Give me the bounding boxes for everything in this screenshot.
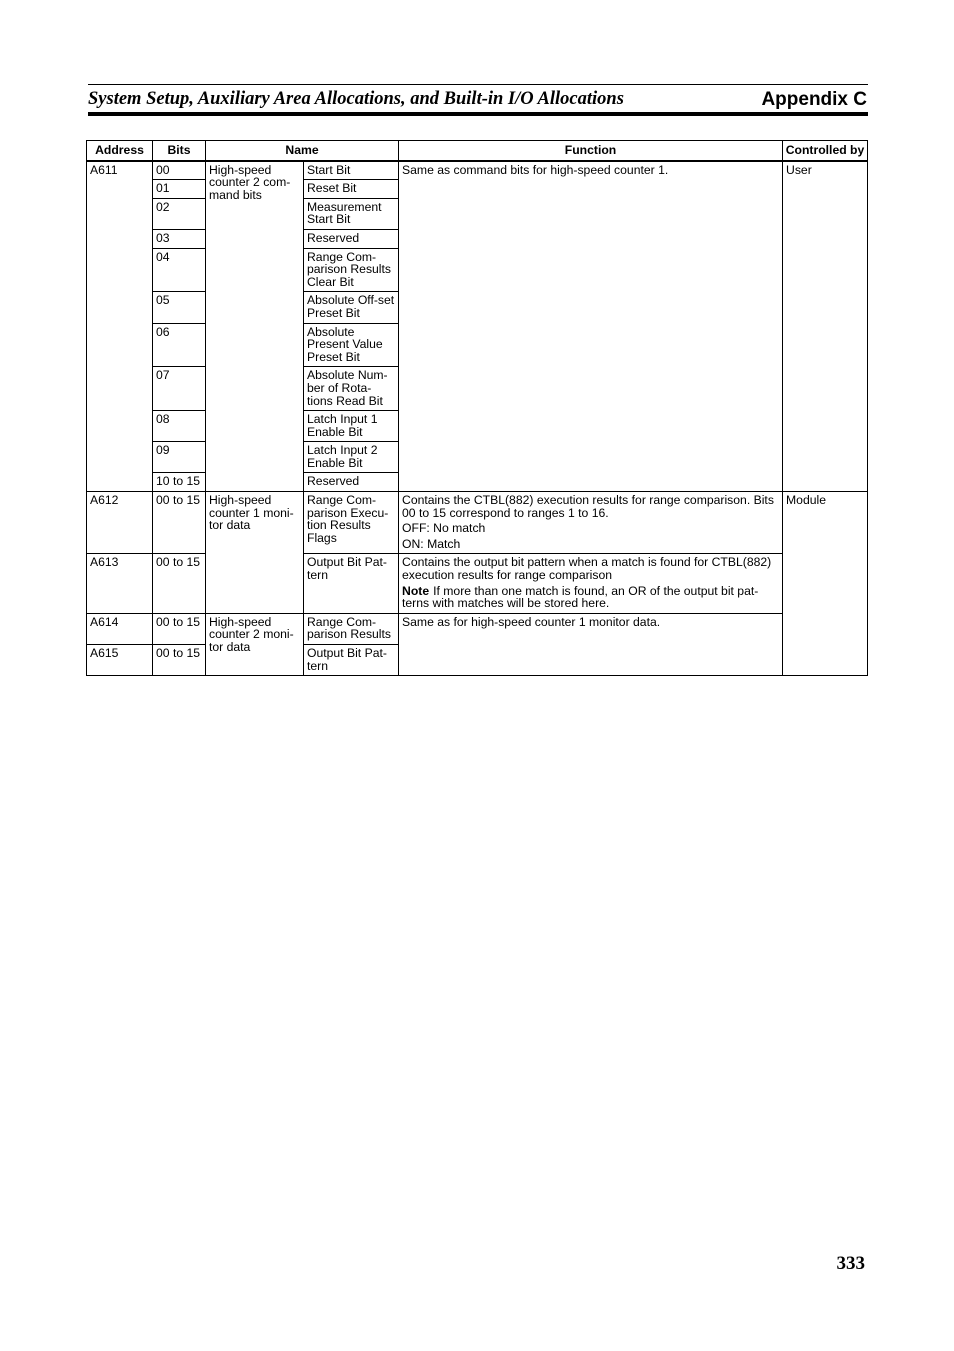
function-text: ON: Match: [402, 536, 461, 551]
function-text: Contains the CTBL(882) execution results for range comparison. Bits 00 to 15 correspond to ranges 1 to 16.: [402, 493, 774, 520]
col-header-controlled-by: Controlled by: [783, 141, 868, 161]
table-row: [87, 492, 868, 554]
name-cell: Absolute Off-set Preset Bit: [304, 292, 399, 323]
bits-cell: 06: [153, 323, 206, 367]
header-thick-rule: [88, 112, 868, 116]
page-number: 333: [836, 1253, 865, 1274]
function-cell: Same as for high-speed counter 1 monitor data.: [399, 613, 783, 675]
name-cell: Reserved: [304, 229, 399, 248]
name-cell: Absolute Num-ber of Rota-tions Read Bit: [304, 367, 399, 411]
address-cell: A613: [87, 554, 153, 613]
name-cell: Latch Input 1 Enable Bit: [304, 411, 399, 442]
bits-cell: 04: [153, 248, 206, 292]
address-cell: A612: [87, 492, 153, 554]
bits-cell: 00 to 15: [153, 613, 206, 644]
name-cell: Output Bit Pat-tern: [304, 645, 399, 676]
col-header-bits: Bits: [153, 141, 206, 161]
function-text: OFF: No match: [402, 521, 486, 536]
name-cell: Start Bit: [304, 161, 399, 180]
function-cell: [399, 492, 783, 554]
appendix-label: Appendix C: [761, 89, 867, 110]
table-header-row: [87, 141, 868, 161]
function-cell: [399, 554, 783, 613]
bits-cell: 02: [153, 198, 206, 229]
bits-cell: 00 to 15: [153, 492, 206, 554]
name-cell: Range Com-parison Results: [304, 613, 399, 644]
name-cell: Range Com-parison Execu-tion Results Flags: [304, 492, 399, 554]
allocation-table: [86, 140, 868, 676]
note-label: Note: [402, 583, 430, 598]
bits-cell: 00: [153, 161, 206, 180]
bits-cell: 00 to 15: [153, 554, 206, 613]
group-name-cell: High-speed counter 2 com-mand bits: [206, 161, 304, 492]
controlled-by-cell: User: [783, 161, 868, 492]
function-text: Contains the output bit pattern when a match is found for CTBL(882) execution results for range comparison: [402, 555, 772, 583]
controlled-by-cell: Module: [783, 492, 868, 676]
bits-cell: 10 to 15: [153, 473, 206, 492]
name-cell: Reset Bit: [304, 180, 399, 199]
name-cell: Output Bit Pat-tern: [304, 554, 399, 613]
table-row: [87, 554, 868, 613]
col-header-address: Address: [87, 141, 153, 161]
function-note: [402, 585, 780, 610]
table-row: [87, 161, 868, 180]
bits-cell: 01: [153, 180, 206, 199]
col-header-function: Function: [399, 141, 783, 161]
bits-cell: 07: [153, 367, 206, 411]
name-cell: Range Com-parison Results Clear Bit: [304, 248, 399, 292]
bits-cell: 09: [153, 442, 206, 473]
address-cell: A615: [87, 645, 153, 676]
header-rule: [88, 84, 868, 85]
note-text: If more than one match is found, an OR of the output bit pat-terns with matches will be stored here.: [402, 583, 759, 611]
name-cell: Latch Input 2 Enable Bit: [304, 442, 399, 473]
col-header-name: Name: [206, 141, 399, 161]
bits-cell: 08: [153, 411, 206, 442]
bits-cell: 00 to 15: [153, 645, 206, 676]
function-cell: Same as command bits for high-speed counter 1.: [399, 161, 783, 492]
address-cell: A611: [87, 161, 153, 492]
group-name-cell: High-speed counter 2 moni-tor data: [206, 613, 304, 675]
name-cell: Absolute Present Value Preset Bit: [304, 323, 399, 367]
address-cell: A614: [87, 613, 153, 644]
bits-cell: 03: [153, 229, 206, 248]
section-title: System Setup, Auxiliary Area Allocations, and Built-in I/O Allocations: [88, 89, 624, 109]
bits-cell: 05: [153, 292, 206, 323]
group-name-cell: High-speed counter 1 moni-tor data: [206, 492, 304, 614]
table-row: [87, 613, 868, 644]
name-cell: Reserved: [304, 473, 399, 492]
name-cell: Measurement Start Bit: [304, 198, 399, 229]
